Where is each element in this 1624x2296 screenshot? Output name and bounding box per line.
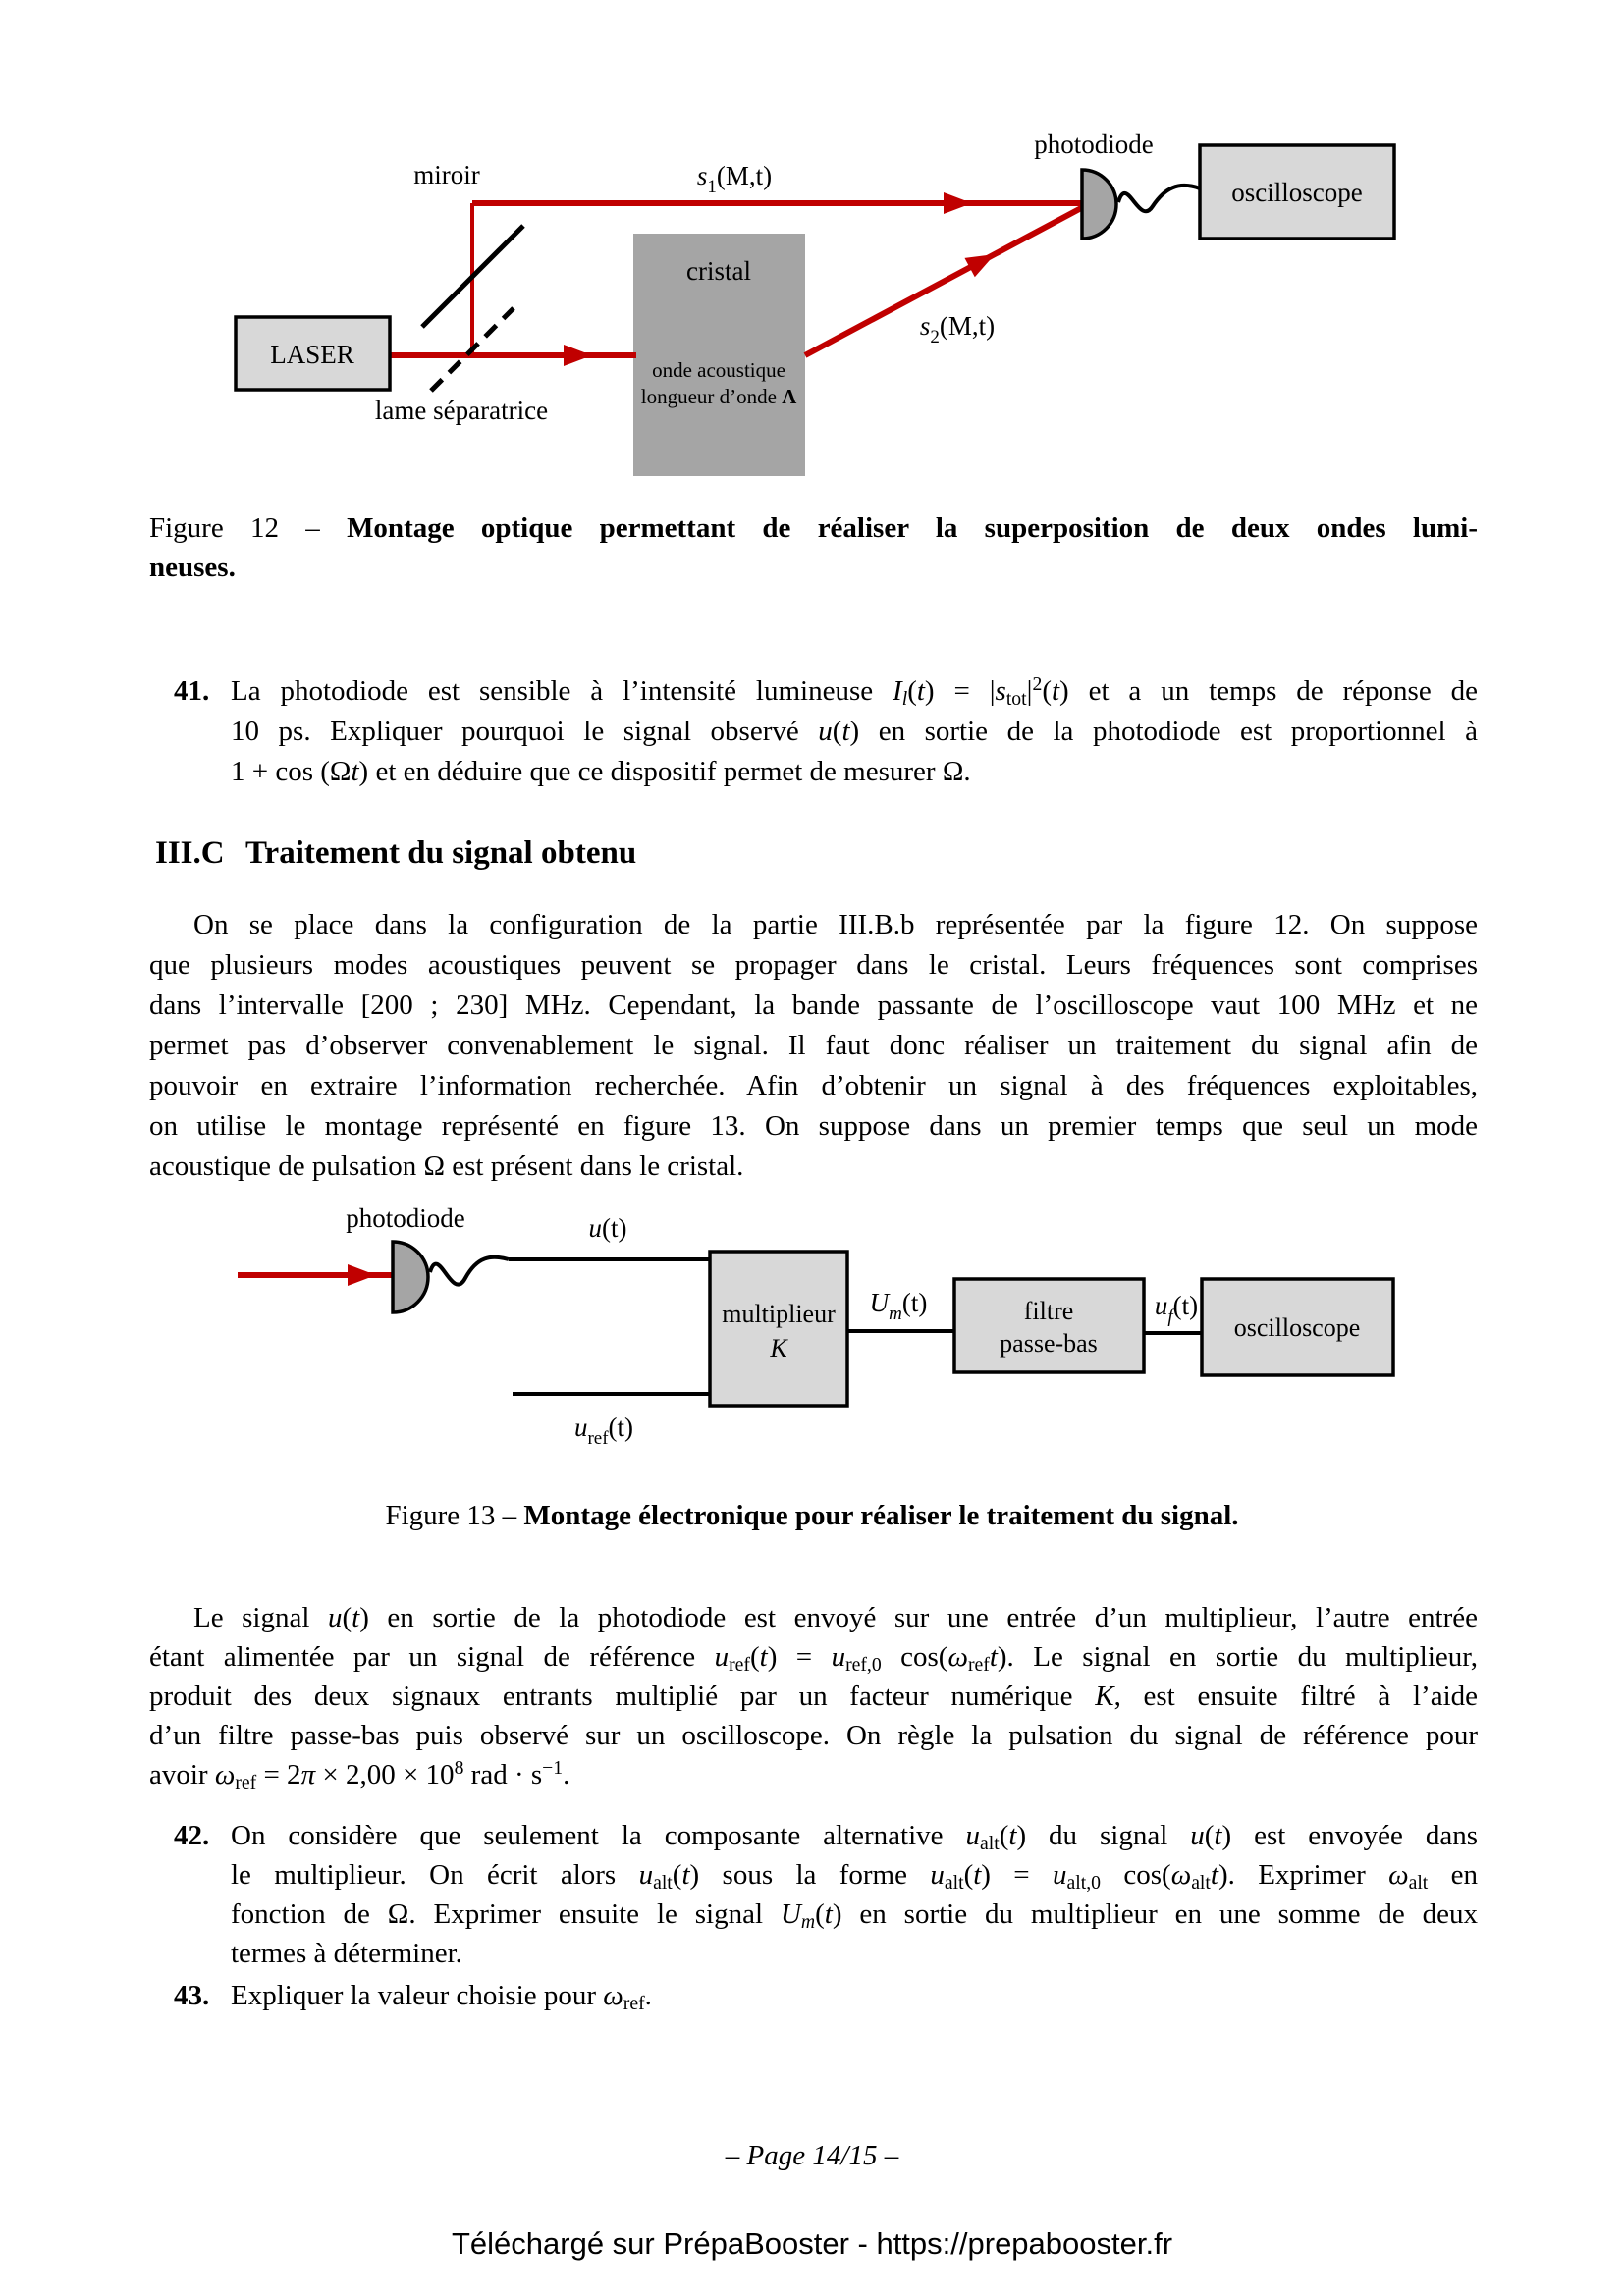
para1-line4: permet pas d’observer convenablement le signal. Il faut donc réaliser un traitement du signal afin de xyxy=(149,1030,1478,1061)
para2-line1: Le signal u(t) en sortie de la photodiode est envoyé sur une entrée d’un multiplieur, l’autre entrée xyxy=(193,1602,1478,1633)
para1-line2: que plusieurs modes acoustiques peuvent se propager dans le cristal. Leurs fréquences sont comprises xyxy=(149,949,1478,981)
question43-line1: Expliquer la valeur choisie pour $\omega_{ref}$. xyxy=(231,1980,652,2014)
question41-text xyxy=(231,671,1478,792)
u-signal-label: u(t) xyxy=(588,1213,627,1243)
figure13-caption-line1: Figure 13 – Montage électronique pour réaliser le traitement du signal. xyxy=(385,1500,1239,1531)
page-number-footer: – Page 14/15 – xyxy=(725,2140,899,2171)
figure13-diagram xyxy=(0,1207,1624,1482)
oscilloscope-label: oscilloscope xyxy=(1233,1313,1361,1342)
question41-line3: 1 + cos (Ωt) et en déduire que ce dispositif permet de mesurer Ω. xyxy=(231,756,971,787)
photodiode-icon xyxy=(1082,170,1116,239)
question42-text xyxy=(231,1816,1478,1973)
crystal-acoustic-wave-label: onde acoustique xyxy=(652,358,785,382)
question41-number: 41. xyxy=(174,675,210,707)
question42-line1: On considère que seulement la composante alternative $u_{alt}(t)$ du signal u(t) est envoyée dans xyxy=(231,1820,1478,1854)
s2-beam-arrow-icon xyxy=(964,244,1000,277)
uref-signal-label: $u_{ref}(t)$ xyxy=(573,1413,634,1449)
figure12-diagram xyxy=(0,79,1624,501)
question42-line2: le multiplieur. On écrit alors $u_{alt}(t)$ sous la forme $u_{alt}(t) = u_{alt,0}$ $\cos(\omega_{alt}t)$. Exprimer $\omega_{alt}$ en xyxy=(231,1859,1478,1894)
figure12-caption-line1: Figure 12 – Montage optique permettant de réaliser la superposition de deux ondes lumi- xyxy=(149,512,1478,544)
photodiode-wire-squiggle xyxy=(430,1257,509,1285)
oscilloscope-label: oscilloscope xyxy=(1231,178,1363,207)
crystal-label: cristal xyxy=(686,256,751,286)
figure12-caption-line2: neuses. xyxy=(149,552,236,583)
multiplier-k-label: K xyxy=(770,1334,787,1362)
para2-line4: d’un filtre passe-bas puis observé sur un oscilloscope. On règle la pulsation du signal de référence pour xyxy=(149,1720,1478,1751)
question43-text xyxy=(231,1976,1478,2015)
para2-line5: avoir $\omega_{ref} = 2\pi \times 2,00 \times 10^8$ rad · $s^{-1}$. xyxy=(149,1757,570,1793)
para1-line5: pouvoir en extraire l’information recherchée. Afin d’obtenir un signal à des fréquences exploitables, xyxy=(149,1070,1478,1101)
download-watermark: Téléchargé sur PrépaBooster - https://prepabooster.fr xyxy=(451,2226,1173,2261)
mirror-label: miroir xyxy=(413,160,480,189)
para1-line1: On se place dans la configuration de la partie III.B.b représentée par la figure 12. On suppose xyxy=(193,909,1478,940)
question43-number: 43. xyxy=(174,1980,210,2011)
multiplier-label: multiplieur xyxy=(722,1300,836,1328)
paragraph-intro-traitement xyxy=(149,905,1478,1187)
paragraph-multiplier xyxy=(149,1598,1478,1794)
um-signal-label: $U_m(t)$ xyxy=(869,1288,928,1324)
figure12-caption xyxy=(149,508,1478,587)
section-title: Traitement du signal obtenu xyxy=(245,835,637,871)
para2-line2: étant alimentée par un signal de référence $u_{ref}(t) = u_{ref,0}$ $\cos(\omega_{ref}t)$. Le signal en sortie du multiplieur, xyxy=(149,1641,1478,1676)
para1-line3: dans l’intervalle [200 ; 230] MHz. Cependant, la bande passante de l’oscilloscope vaut 100 MHz et ne xyxy=(149,989,1478,1021)
figure13-caption xyxy=(0,1496,1624,1535)
uf-signal-label: $u_f(t)$ xyxy=(1154,1291,1199,1327)
input-beam-arrow-icon xyxy=(348,1264,376,1286)
s1-label: $s_1(M,t)$ xyxy=(696,161,773,197)
photodiode-label: photodiode xyxy=(346,1207,465,1233)
laser-beam-arrow-icon xyxy=(564,345,592,366)
filter-label-line1: filtre xyxy=(1023,1297,1074,1325)
para1-line7: acoustique de pulsation Ω est présent dans le cristal. xyxy=(149,1150,744,1182)
s1-beam-arrow-icon xyxy=(944,192,972,214)
filter-label-line2: passe-bas xyxy=(1000,1329,1098,1358)
para1-line6: on utilise le montage représenté en figure 13. On suppose dans un premier temps que seul un mode xyxy=(149,1110,1478,1142)
question42-line4: termes à déterminer. xyxy=(231,1938,462,1969)
section-heading xyxy=(155,835,636,872)
photodiode-label: photodiode xyxy=(1034,130,1154,159)
question42-line3: fonction de Ω. Exprimer ensuite le signal $U_m(t)$ en sortie du multiplieur en une somme de deux xyxy=(231,1898,1478,1933)
photodiode-icon xyxy=(393,1242,428,1312)
para2-line3: produit des deux signaux entrants multiplié par un facteur numérique K, est ensuite filtré à l’aide xyxy=(149,1681,1478,1712)
lowpass-filter-box xyxy=(954,1279,1144,1372)
photodiode-wire-squiggle xyxy=(1118,186,1200,211)
section-number: III.C xyxy=(155,835,225,871)
multiplier-box xyxy=(710,1252,847,1406)
question41-line1: La photodiode est sensible à l’intensité lumineuse $I_l(t) = |s_{tot}|^2(t)$ et a un temps de réponse de xyxy=(231,673,1478,710)
laser-label: LASER xyxy=(270,340,354,369)
question42-number: 42. xyxy=(174,1820,210,1851)
beam-splitter-label: lame séparatrice xyxy=(374,396,549,425)
question41-line2: 10 ps. Expliquer pourquoi le signal observé u(t) en sortie de la photodiode est proportionnel à xyxy=(231,716,1478,747)
s2-label: $s_2(M,t)$ xyxy=(919,311,996,347)
crystal-wavelength-label: longueur d’onde Λ xyxy=(640,385,797,408)
